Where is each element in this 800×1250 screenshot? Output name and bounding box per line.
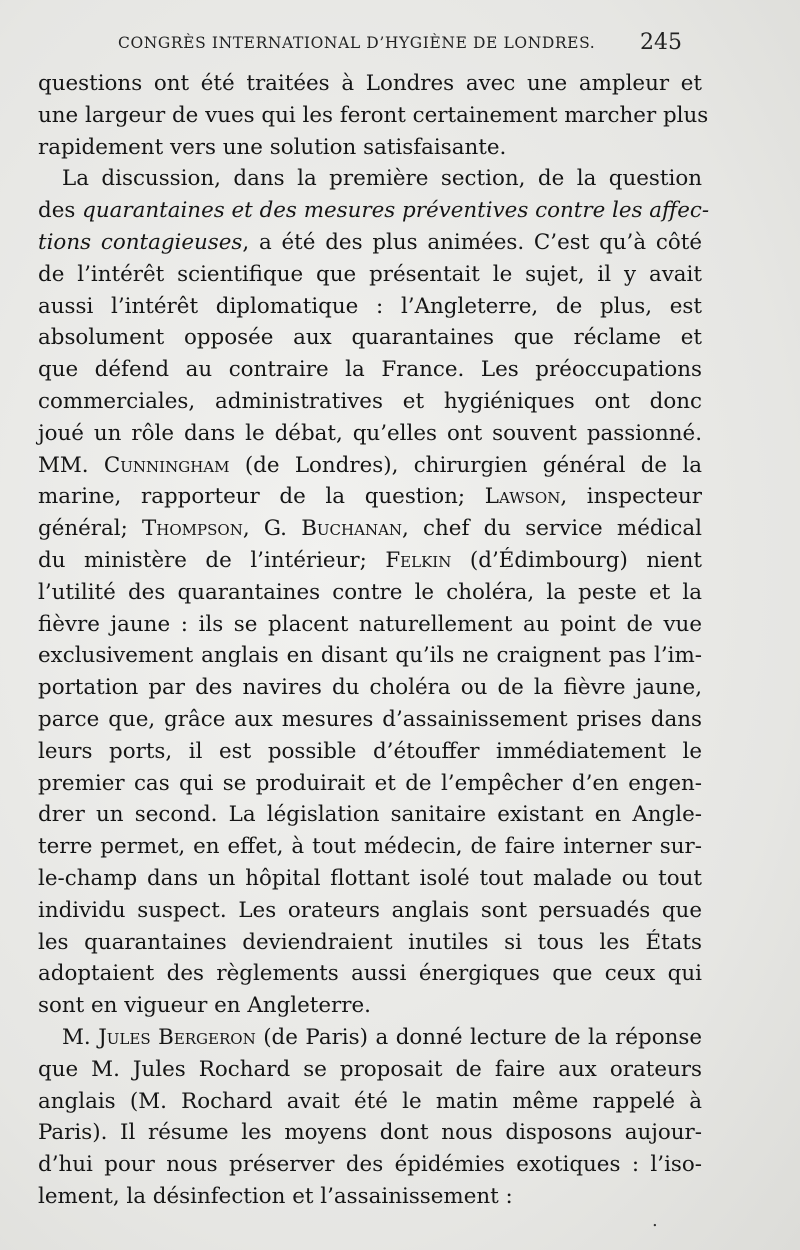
running-head: CONGRÈS INTERNATIONAL D’HYGIÈNE DE LONDRES. <box>118 34 596 52</box>
text-line <box>38 450 702 482</box>
text-span: (d’Édimbourg) nient <box>451 547 702 573</box>
text-span: , inspecteur <box>560 484 702 510</box>
italic-title: quarantaines et des mesures préventives contre les affec- <box>82 198 710 224</box>
trailing-mark: . <box>652 1210 658 1231</box>
text-line: individu suspect. Les orateurs anglais sont persuadés que <box>38 897 702 923</box>
text-line: que M. Jules Rochard se proposait de faire aux orateurs <box>38 1056 702 1082</box>
text-line: joué un rôle dans le débat, qu’elles ont souvent passionné. <box>38 420 702 446</box>
person-name: Cunningham <box>103 452 230 478</box>
person-name: Felkin <box>385 547 452 573</box>
person-name: Lawson <box>484 484 561 510</box>
text-line: anglais (M. Rochard avait été le matin même rappelé à <box>38 1088 702 1114</box>
body-text <box>38 68 710 1213</box>
text-line: lement, la désinfection et l’assainissement : <box>38 1183 513 1209</box>
text-line: commerciales, administratives et hygiéniques ont donc <box>38 388 702 414</box>
text-line: le-champ dans un hôpital flottant isolé tout malade ou tout <box>38 865 702 891</box>
text-line: adoptaient des règlements aussi énergiques que ceux qui <box>38 961 702 987</box>
page-number: 245 <box>640 30 682 55</box>
text-line <box>38 195 710 227</box>
person-name: Jules Bergeron <box>98 1024 256 1050</box>
text-line: aussi l’intérêt diplomatique : l’Angleterre, de plus, est <box>38 293 702 319</box>
text-line: questions ont été traitées à Londres avec une ampleur et <box>38 71 702 96</box>
text-span: des <box>38 198 83 224</box>
text-span: (de Paris) a donné lecture de la réponse <box>255 1024 702 1050</box>
text-span: , G. <box>242 516 302 542</box>
text-span: (de Londres), chirurgien général de la <box>229 452 702 478</box>
text-line: que défend au contraire la France. Les préoccupations <box>38 357 702 383</box>
text-line <box>38 1022 702 1054</box>
text-line: fièvre jaune : ils se placent naturellement au point de vue <box>38 611 702 637</box>
text-line: de l’intérêt scientifique que présentait le sujet, il y avait <box>38 261 702 287</box>
text-line: rapidement vers une solution satisfaisante. <box>38 134 507 160</box>
text-line: d’hui pour nous préserver des épidémies exotiques : l’iso- <box>38 1152 702 1178</box>
text-line: premier cas qui se produirait et de l’empêcher d’en engen- <box>38 770 702 796</box>
text-line <box>38 513 702 545</box>
text-line <box>38 545 702 577</box>
text-span: du ministère de l’intérieur; <box>38 547 386 573</box>
text-line: La discussion, dans la première section, de la question <box>62 166 702 192</box>
text-line: sont en vigueur en Angleterre. <box>38 993 371 1019</box>
text-line: terre permet, en effet, à tout médecin, de faire interner sur- <box>38 834 702 860</box>
text-line: Paris). Il résume les moyens dont nous disposons aujour- <box>38 1120 702 1146</box>
italic-title: tions contagieuses <box>38 229 243 255</box>
person-name: Buchanan <box>301 516 403 542</box>
text-line: parce que, grâce aux mesures d’assainissement prises dans <box>38 706 702 732</box>
text-line: exclusivement anglais en disant qu’ils ne craignent pas l’im- <box>38 643 702 669</box>
text-line <box>38 227 702 259</box>
text-span: général; <box>38 516 143 542</box>
text-line: drer un second. La législation sanitaire existant en Angle- <box>38 802 702 828</box>
text-span: , chef du service médical <box>402 516 702 542</box>
text-line: l’utilité des quarantaines contre le choléra, la peste et la <box>38 579 702 605</box>
text-line: absolument opposée aux quarantaines que réclame et <box>38 325 702 351</box>
text-span: marine, rapporteur de la question; <box>38 484 485 510</box>
text-line: leurs ports, il est possible d’étouffer immédiatement le <box>38 738 702 764</box>
text-line: les quarantaines deviendraient inutiles si tous les États <box>38 929 702 955</box>
text-line: portation par des navires du choléra ou de la fièvre jaune, <box>38 675 702 701</box>
text-span: MM. <box>38 452 104 478</box>
text-span: M. <box>62 1024 99 1050</box>
text-line <box>38 481 702 513</box>
person-name: Thompson <box>142 516 243 542</box>
text-span: , a été des plus animées. C’est qu’à côté <box>242 229 703 255</box>
text-line: une largeur de vues qui les feront certainement marcher plus <box>38 102 709 128</box>
